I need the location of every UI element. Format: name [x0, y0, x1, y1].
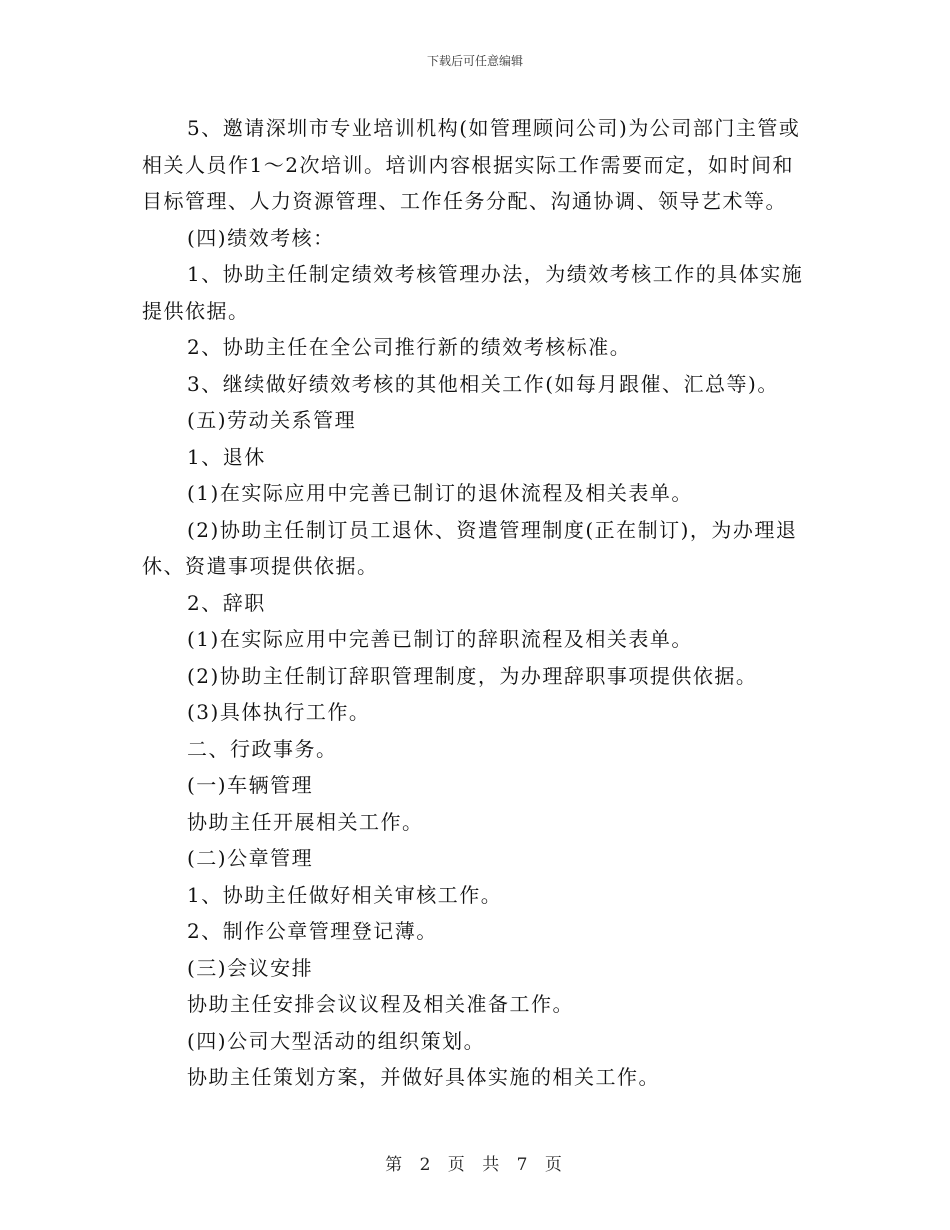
paragraph-performance-1: 1、协助主任制定绩效考核管理办法，为绩效考核工作的具体实施提供依据。: [142, 262, 804, 323]
paragraph-seal-1: 1、协助主任做好相关审核工作。: [187, 882, 503, 907]
paragraph-resignation-3: (3)具体执行工作。: [187, 700, 371, 724]
paragraph-vehicle: 协助主任开展相关工作。: [187, 809, 424, 834]
paragraph-resignation-2: (2)协助主任制订辞职管理制度，为办理辞职事项提供依据。: [187, 663, 758, 688]
heading-company-events: (四)公司大型活动的组织策划。: [187, 1028, 486, 1053]
paragraph-retirement-1: (1)在实际应用中完善已制订的退休流程及相关表单。: [187, 481, 693, 505]
paragraph-events: 协助主任策划方案，并做好具体实施的相关工作。: [187, 1065, 660, 1089]
paragraph-seal-2: 2、制作公章管理登记薄。: [187, 919, 438, 943]
heading-administrative-affairs: 二、行政事务。: [187, 736, 338, 761]
paragraph-retirement-2: (2)协助主任制订员工退休、资遣管理制度(正在制订)，为办理退休、资遣事项提供依据。: [142, 517, 798, 578]
paragraph-meeting: 协助主任安排会议议程及相关准备工作。: [187, 992, 574, 1016]
heading-seal-management: (二)公章管理: [187, 846, 314, 870]
document-body: [142, 110, 812, 1096]
paragraph-resignation-1: (1)在实际应用中完善已制订的辞职流程及相关表单。: [187, 627, 693, 651]
paragraph-performance-3: 3、继续做好绩效考核的其他相关工作(如每月跟催、汇总等)。: [187, 371, 779, 396]
paragraph-training: 5、邀请深圳市专业培训机构(如管理顾问公司)为公司部门主管或相关人员作1～2次培训。培训内容根据实际工作需要而定，如时间和目标管理、人力资源管理、工作任务分配、沟通协调、领导艺术等。: [142, 116, 801, 213]
page-header: 下载后可任意编辑: [426, 54, 523, 68]
heading-vehicle-management: (一)车辆管理: [187, 773, 314, 797]
paragraph-performance-2: 2、协助主任在全公司推行新的绩效考核标准。: [187, 335, 632, 359]
heading-performance-review: (四)绩效考核：: [187, 225, 335, 250]
subheading-resignation: 2、辞职: [187, 590, 266, 615]
heading-meeting-arrangement: (三)会议安排: [187, 955, 314, 980]
page-number: 第 2 页 共 7 页: [385, 1155, 565, 1175]
heading-labor-relations: (五)劳动关系管理: [187, 408, 357, 432]
subheading-retirement: 1、退休: [187, 444, 266, 469]
